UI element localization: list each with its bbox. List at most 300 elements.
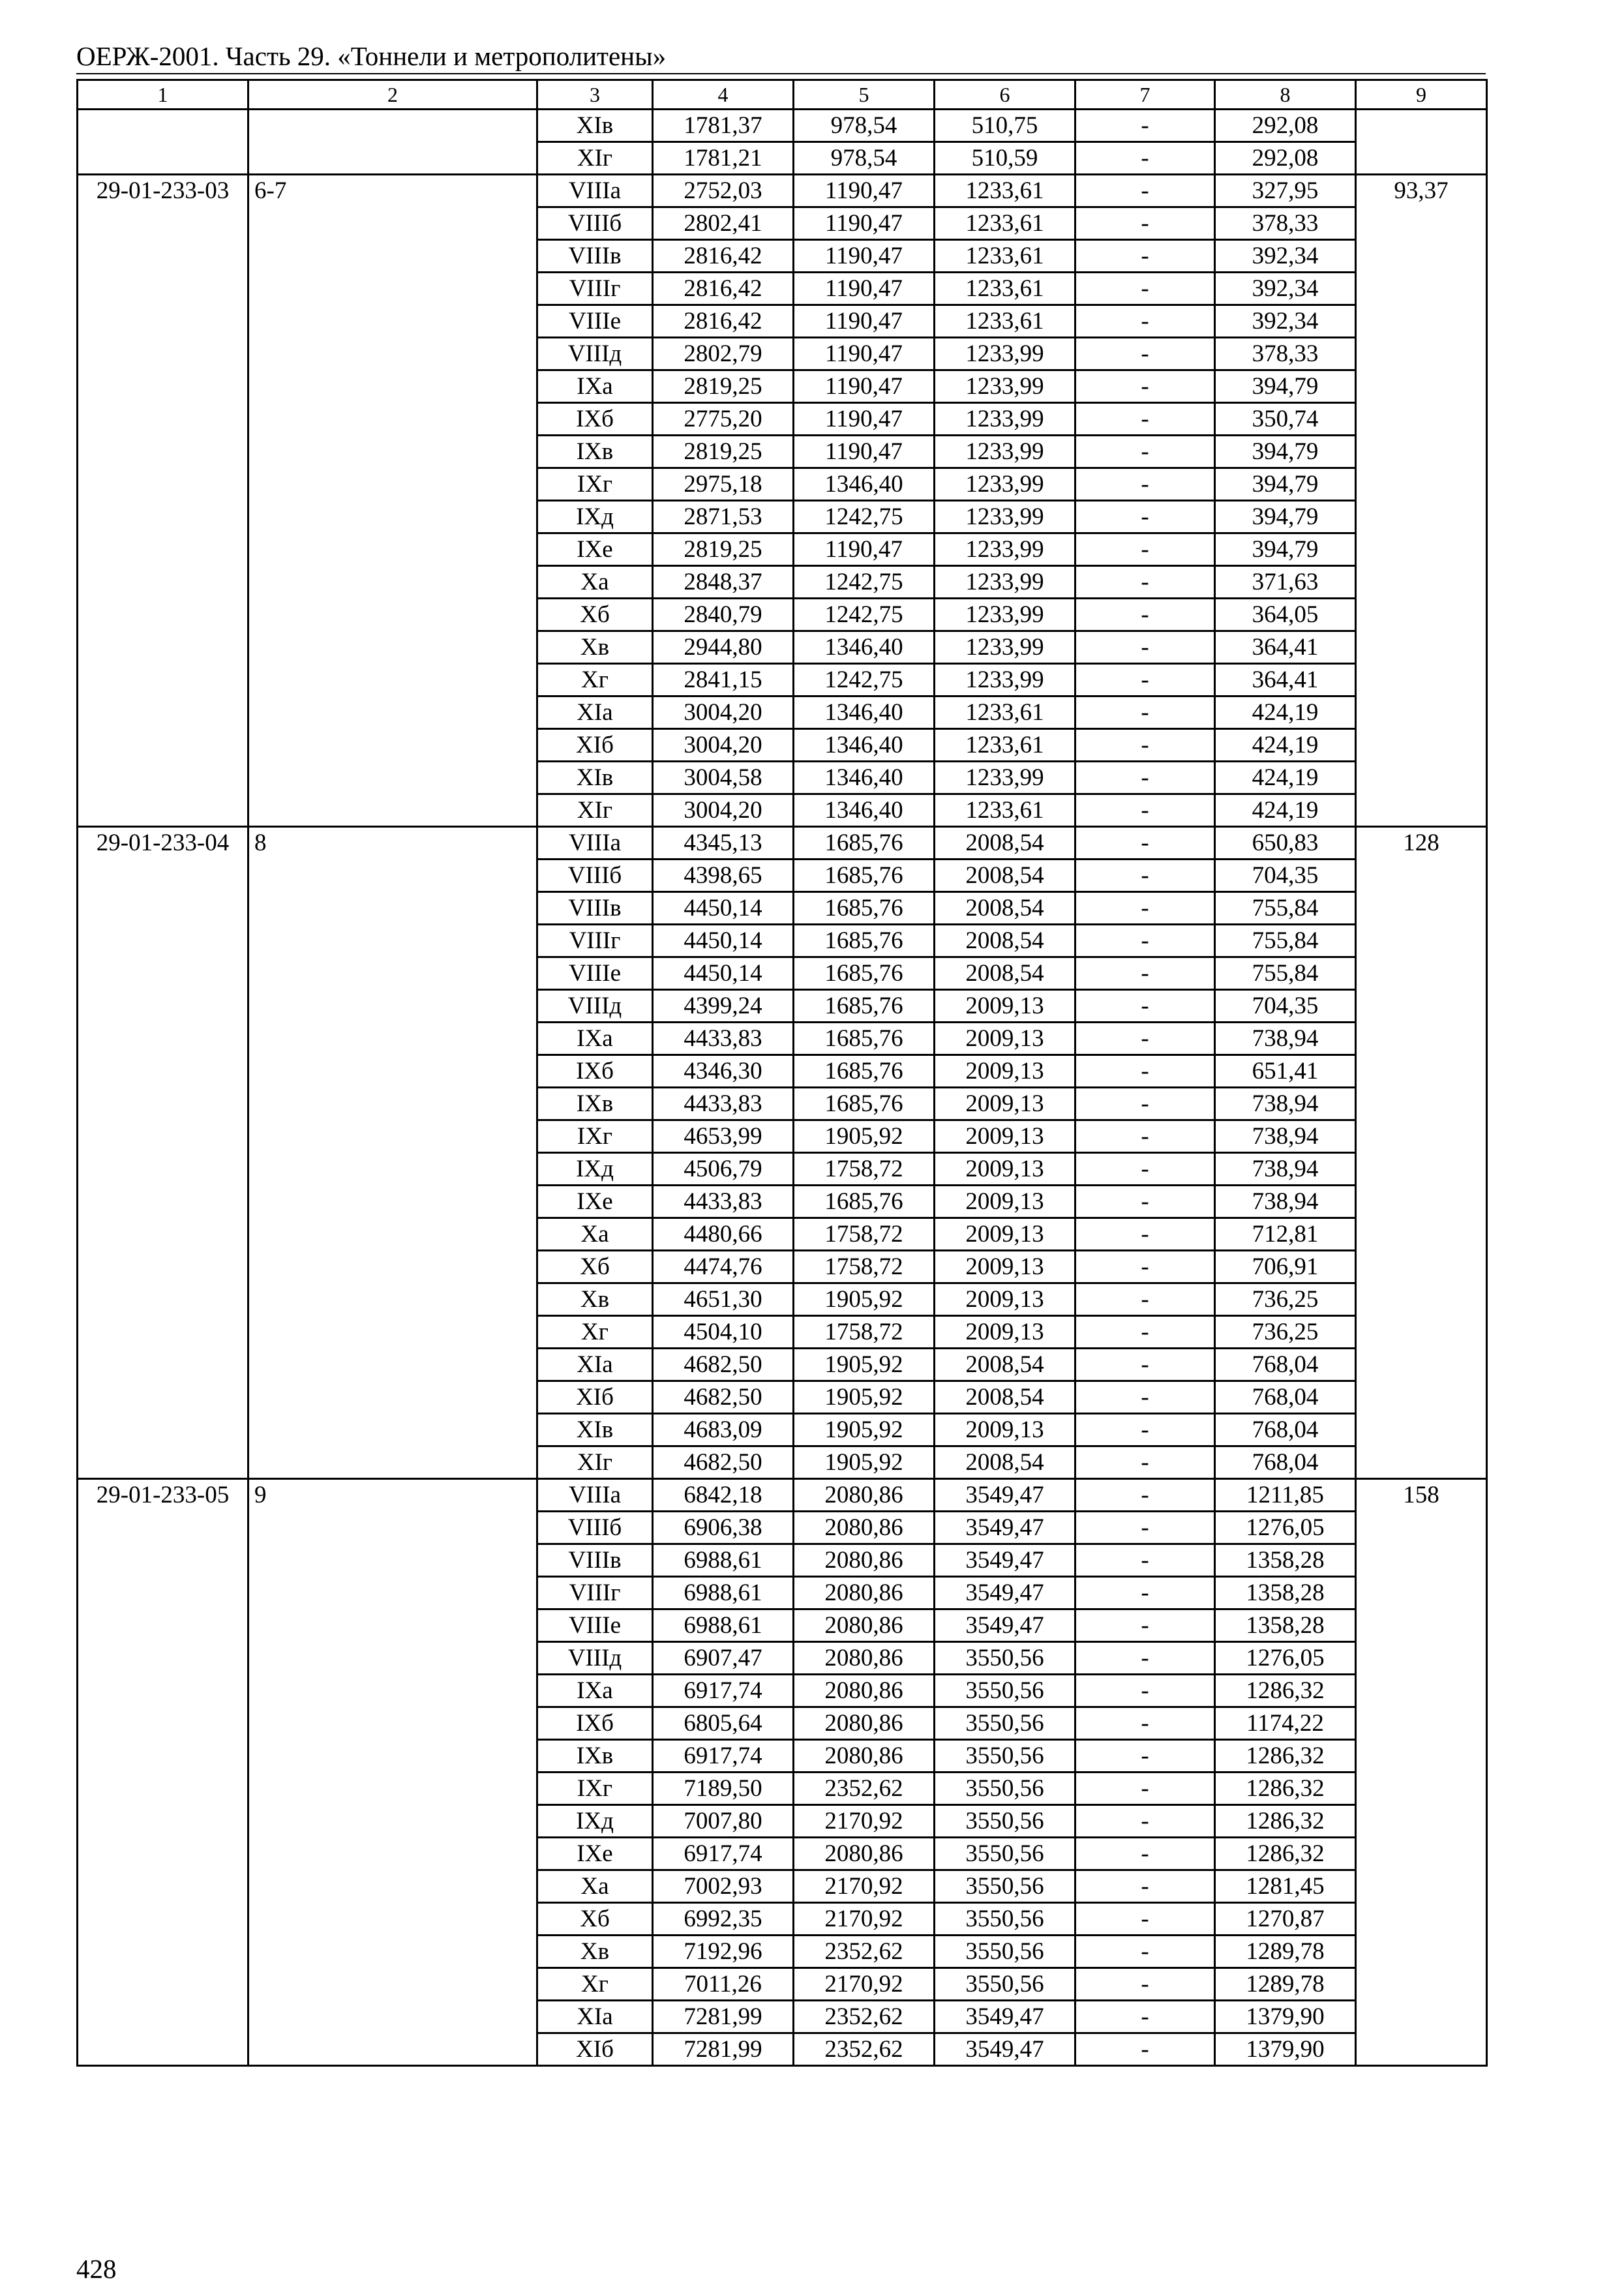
table-cell: 350,74 bbox=[1215, 403, 1356, 436]
document-title: ОЕРЖ-2001. Часть 29. «Тоннели и метрополитены» bbox=[76, 41, 667, 71]
table-cell: - bbox=[1075, 664, 1215, 696]
table-cell: VIIIе bbox=[537, 957, 653, 990]
table-cell: 768,04 bbox=[1215, 1349, 1356, 1381]
table-cell: 650,83 bbox=[1215, 827, 1356, 860]
table-cell: 424,19 bbox=[1215, 794, 1356, 827]
table-cell: 4474,76 bbox=[653, 1251, 794, 1283]
table-cell: 3004,58 bbox=[653, 762, 794, 794]
table-cell: 2008,54 bbox=[935, 957, 1075, 990]
table-cell: 2352,62 bbox=[794, 1936, 935, 1968]
reference-cell: 6-7 bbox=[248, 175, 537, 827]
table-cell: - bbox=[1075, 566, 1215, 599]
table-cell: - bbox=[1075, 2033, 1215, 2066]
table-cell: 1685,76 bbox=[794, 990, 935, 1023]
table-cell: - bbox=[1075, 1218, 1215, 1251]
table-cell: 6917,74 bbox=[653, 1740, 794, 1773]
table-cell: - bbox=[1075, 207, 1215, 240]
table-cell: 7192,96 bbox=[653, 1936, 794, 1968]
table-cell: 1233,99 bbox=[935, 468, 1075, 501]
labor-rate-cell: 93,37 bbox=[1356, 175, 1487, 827]
table-cell: 1190,47 bbox=[794, 403, 935, 436]
table-cell: VIIIг bbox=[537, 925, 653, 957]
table-cell: 706,91 bbox=[1215, 1251, 1356, 1283]
table-cell: 3550,56 bbox=[935, 1870, 1075, 1903]
table-cell: 3549,47 bbox=[935, 1577, 1075, 1609]
table-cell: - bbox=[1075, 925, 1215, 957]
table-cell: 1233,61 bbox=[935, 207, 1075, 240]
table-cell: 6988,61 bbox=[653, 1577, 794, 1609]
table-cell: 1233,99 bbox=[935, 599, 1075, 631]
table-cell: - bbox=[1075, 403, 1215, 436]
table-cell: 4682,50 bbox=[653, 1446, 794, 1479]
table-cell: 7281,99 bbox=[653, 2001, 794, 2033]
table-cell: 3550,56 bbox=[935, 1707, 1075, 1740]
table-cell: - bbox=[1075, 110, 1215, 142]
table-cell: - bbox=[1075, 1903, 1215, 1936]
table-cell: 1281,45 bbox=[1215, 1870, 1356, 1903]
table-cell: 2352,62 bbox=[794, 2001, 935, 2033]
table-cell: 2819,25 bbox=[653, 370, 794, 403]
table-cell: 1379,90 bbox=[1215, 2001, 1356, 2033]
table-cell: 6805,64 bbox=[653, 1707, 794, 1740]
table-cell: - bbox=[1075, 533, 1215, 566]
table-cell: 392,34 bbox=[1215, 305, 1356, 338]
table-cell: - bbox=[1075, 1512, 1215, 1544]
table-cell: VIIIа bbox=[537, 1479, 653, 1512]
labor-rate-cell bbox=[1356, 110, 1487, 175]
table-cell: Xв bbox=[537, 1283, 653, 1316]
table-cell: VIIIа bbox=[537, 175, 653, 207]
table-cell: 1905,92 bbox=[794, 1349, 935, 1381]
column-number-row bbox=[78, 80, 1487, 110]
table-cell: 6917,74 bbox=[653, 1675, 794, 1707]
table-cell: 1242,75 bbox=[794, 566, 935, 599]
table-cell: Xб bbox=[537, 599, 653, 631]
table-cell: - bbox=[1075, 1609, 1215, 1642]
table-cell: 510,59 bbox=[935, 142, 1075, 175]
labor-rate-cell: 158 bbox=[1356, 1479, 1487, 2066]
table-cell: IXб bbox=[537, 403, 653, 436]
table-cell: Xа bbox=[537, 566, 653, 599]
table-cell: 2080,86 bbox=[794, 1838, 935, 1870]
table-cell: VIIIд bbox=[537, 1642, 653, 1675]
table-cell: 1758,72 bbox=[794, 1218, 935, 1251]
table-cell: 3549,47 bbox=[935, 2001, 1075, 2033]
column-header: 2 bbox=[248, 80, 537, 110]
table-cell: 1286,32 bbox=[1215, 1773, 1356, 1805]
table-cell: 4450,14 bbox=[653, 957, 794, 990]
table-cell: IXе bbox=[537, 1186, 653, 1218]
table-cell: XIа bbox=[537, 1349, 653, 1381]
table-cell: 1685,76 bbox=[794, 925, 935, 957]
table-cell: 1233,61 bbox=[935, 696, 1075, 729]
labor-rate-cell: 128 bbox=[1356, 827, 1487, 1479]
table-cell: IXе bbox=[537, 533, 653, 566]
table-cell: 712,81 bbox=[1215, 1218, 1356, 1251]
table-cell: 1346,40 bbox=[794, 729, 935, 762]
table-cell: 4450,14 bbox=[653, 925, 794, 957]
table-cell: 1685,76 bbox=[794, 1088, 935, 1120]
table-cell: 7011,26 bbox=[653, 1968, 794, 2001]
table-cell: - bbox=[1075, 1381, 1215, 1414]
table-cell: 4504,10 bbox=[653, 1316, 794, 1349]
table-cell: - bbox=[1075, 990, 1215, 1023]
table-cell: 4345,13 bbox=[653, 827, 794, 860]
table-cell: 2009,13 bbox=[935, 990, 1075, 1023]
table-cell: 1233,61 bbox=[935, 240, 1075, 273]
table-cell: 1174,22 bbox=[1215, 1707, 1356, 1740]
table-cell: - bbox=[1075, 1968, 1215, 2001]
table-cell: - bbox=[1075, 599, 1215, 631]
table-cell: XIб bbox=[537, 729, 653, 762]
table-cell: IXг bbox=[537, 1120, 653, 1153]
table-cell: 510,75 bbox=[935, 110, 1075, 142]
table-cell: - bbox=[1075, 501, 1215, 533]
table-cell: VIIIб bbox=[537, 207, 653, 240]
table-cell: 6907,47 bbox=[653, 1642, 794, 1675]
table-cell: 2170,92 bbox=[794, 1968, 935, 2001]
table-cell: 1211,85 bbox=[1215, 1479, 1356, 1512]
table-cell: 738,94 bbox=[1215, 1023, 1356, 1055]
table-cell: - bbox=[1075, 827, 1215, 860]
table-cell: 2819,25 bbox=[653, 436, 794, 468]
table-cell: 1358,28 bbox=[1215, 1609, 1356, 1642]
table-cell: 327,95 bbox=[1215, 175, 1356, 207]
table-cell: 424,19 bbox=[1215, 762, 1356, 794]
rates-table bbox=[76, 79, 1488, 2067]
table-cell: 3550,56 bbox=[935, 1675, 1075, 1707]
table-cell: 2080,86 bbox=[794, 1479, 935, 1512]
table-cell: 1346,40 bbox=[794, 468, 935, 501]
table-cell: 1685,76 bbox=[794, 827, 935, 860]
table-cell: - bbox=[1075, 175, 1215, 207]
table-cell: 1242,75 bbox=[794, 664, 935, 696]
table-cell: 2009,13 bbox=[935, 1283, 1075, 1316]
table-cell: 2816,42 bbox=[653, 305, 794, 338]
table-cell: 1286,32 bbox=[1215, 1675, 1356, 1707]
table-cell: 3550,56 bbox=[935, 1642, 1075, 1675]
table-cell: VIIIа bbox=[537, 827, 653, 860]
table-cell: 2080,86 bbox=[794, 1609, 935, 1642]
table-cell: - bbox=[1075, 1577, 1215, 1609]
table-cell: 2816,42 bbox=[653, 273, 794, 305]
table-cell: Xг bbox=[537, 1316, 653, 1349]
table-cell: 3550,56 bbox=[935, 1968, 1075, 2001]
table-cell: 2080,86 bbox=[794, 1512, 935, 1544]
table-cell: 768,04 bbox=[1215, 1446, 1356, 1479]
table-cell: 704,35 bbox=[1215, 990, 1356, 1023]
table-cell: 392,34 bbox=[1215, 240, 1356, 273]
table-cell: - bbox=[1075, 1773, 1215, 1805]
table-cell: 3549,47 bbox=[935, 1544, 1075, 1577]
column-header: 6 bbox=[935, 80, 1075, 110]
table-cell: 1685,76 bbox=[794, 1023, 935, 1055]
table-cell: 2080,86 bbox=[794, 1544, 935, 1577]
reference-cell bbox=[248, 110, 537, 175]
table-cell: 1233,99 bbox=[935, 370, 1075, 403]
table-cell: 2009,13 bbox=[935, 1055, 1075, 1088]
table-cell: 755,84 bbox=[1215, 892, 1356, 925]
table-cell: IXд bbox=[537, 1805, 653, 1838]
table-cell: 6992,35 bbox=[653, 1903, 794, 1936]
table-cell: 4399,24 bbox=[653, 990, 794, 1023]
table-row bbox=[78, 175, 1487, 207]
table-cell: 1346,40 bbox=[794, 762, 935, 794]
table-cell: 3549,47 bbox=[935, 1512, 1075, 1544]
table-cell: - bbox=[1075, 1642, 1215, 1675]
table-cell: 1233,61 bbox=[935, 175, 1075, 207]
table-cell: - bbox=[1075, 436, 1215, 468]
table-cell: 1190,47 bbox=[794, 207, 935, 240]
table-cell: - bbox=[1075, 1186, 1215, 1218]
table-cell: 2008,54 bbox=[935, 827, 1075, 860]
table-cell: XIг bbox=[537, 142, 653, 175]
table-cell: 2819,25 bbox=[653, 533, 794, 566]
table-cell: VIIIе bbox=[537, 305, 653, 338]
table-cell: 2802,41 bbox=[653, 207, 794, 240]
table-cell: 2080,86 bbox=[794, 1577, 935, 1609]
table-cell: 292,08 bbox=[1215, 110, 1356, 142]
table-cell: VIIIд bbox=[537, 990, 653, 1023]
table-cell: 1190,47 bbox=[794, 338, 935, 370]
table-cell: 1242,75 bbox=[794, 599, 935, 631]
table-cell: 1233,61 bbox=[935, 305, 1075, 338]
table-cell: 1270,87 bbox=[1215, 1903, 1356, 1936]
column-header: 9 bbox=[1356, 80, 1487, 110]
table-cell: 3550,56 bbox=[935, 1740, 1075, 1773]
table-cell: 2008,54 bbox=[935, 1446, 1075, 1479]
table-cell: - bbox=[1075, 1251, 1215, 1283]
table-cell: 1905,92 bbox=[794, 1414, 935, 1446]
table-cell: 978,54 bbox=[794, 142, 935, 175]
table-cell: 1758,72 bbox=[794, 1251, 935, 1283]
table-cell: 292,08 bbox=[1215, 142, 1356, 175]
table-cell: 1190,47 bbox=[794, 273, 935, 305]
table-cell: 1190,47 bbox=[794, 436, 935, 468]
table-cell: 394,79 bbox=[1215, 501, 1356, 533]
table-cell: 4398,65 bbox=[653, 860, 794, 892]
table-cell: - bbox=[1075, 957, 1215, 990]
column-header: 8 bbox=[1215, 80, 1356, 110]
table-cell: - bbox=[1075, 631, 1215, 664]
table-cell: 1905,92 bbox=[794, 1120, 935, 1153]
table-cell: XIв bbox=[537, 762, 653, 794]
table-cell: 394,79 bbox=[1215, 468, 1356, 501]
table-cell: 1233,99 bbox=[935, 338, 1075, 370]
table-cell: 378,33 bbox=[1215, 207, 1356, 240]
table-cell: Xа bbox=[537, 1218, 653, 1251]
table-cell: 768,04 bbox=[1215, 1381, 1356, 1414]
table-cell: Xг bbox=[537, 1968, 653, 2001]
table-cell: - bbox=[1075, 1283, 1215, 1316]
table-cell: 424,19 bbox=[1215, 729, 1356, 762]
table-cell: 1233,99 bbox=[935, 501, 1075, 533]
table-cell: 736,25 bbox=[1215, 1316, 1356, 1349]
table-cell: 6842,18 bbox=[653, 1479, 794, 1512]
table-cell: 2841,15 bbox=[653, 664, 794, 696]
table-cell: - bbox=[1075, 1675, 1215, 1707]
table-cell: VIIIв bbox=[537, 240, 653, 273]
table-cell: IXа bbox=[537, 370, 653, 403]
table-cell: 4682,50 bbox=[653, 1381, 794, 1414]
table-cell: 1190,47 bbox=[794, 533, 935, 566]
table-cell: 768,04 bbox=[1215, 1414, 1356, 1446]
table-cell: 1781,37 bbox=[653, 110, 794, 142]
table-cell: 755,84 bbox=[1215, 957, 1356, 990]
table-cell: 1233,99 bbox=[935, 566, 1075, 599]
table-cell: VIIIб bbox=[537, 1512, 653, 1544]
table-cell: 2008,54 bbox=[935, 925, 1075, 957]
table-cell: 6906,38 bbox=[653, 1512, 794, 1544]
table-cell: Xб bbox=[537, 1251, 653, 1283]
table-cell: 4433,83 bbox=[653, 1186, 794, 1218]
table-cell: 2009,13 bbox=[935, 1088, 1075, 1120]
table-cell: 2009,13 bbox=[935, 1153, 1075, 1186]
table-cell: 3549,47 bbox=[935, 1479, 1075, 1512]
table-cell: XIв bbox=[537, 1414, 653, 1446]
table-cell: 736,25 bbox=[1215, 1283, 1356, 1316]
table-cell: 2009,13 bbox=[935, 1120, 1075, 1153]
table-cell: 978,54 bbox=[794, 110, 935, 142]
table-cell: 4506,79 bbox=[653, 1153, 794, 1186]
table-cell: 1358,28 bbox=[1215, 1544, 1356, 1577]
table-cell: Xв bbox=[537, 631, 653, 664]
table-cell: 2170,92 bbox=[794, 1903, 935, 1936]
table-cell: IXд bbox=[537, 501, 653, 533]
table-cell: - bbox=[1075, 1838, 1215, 1870]
table-cell: 1289,78 bbox=[1215, 1936, 1356, 1968]
table-cell: 738,94 bbox=[1215, 1186, 1356, 1218]
table-cell: 4433,83 bbox=[653, 1023, 794, 1055]
column-header: 3 bbox=[537, 80, 653, 110]
table-cell: 2871,53 bbox=[653, 501, 794, 533]
table-cell: 1289,78 bbox=[1215, 1968, 1356, 2001]
table-cell: 394,79 bbox=[1215, 436, 1356, 468]
table-cell: 2170,92 bbox=[794, 1870, 935, 1903]
table-cell: Xв bbox=[537, 1936, 653, 1968]
table-cell: 1233,99 bbox=[935, 436, 1075, 468]
table-cell: Xг bbox=[537, 664, 653, 696]
table-cell: - bbox=[1075, 794, 1215, 827]
table-cell: 364,05 bbox=[1215, 599, 1356, 631]
table-cell: 3550,56 bbox=[935, 1936, 1075, 1968]
table-cell: 1233,99 bbox=[935, 631, 1075, 664]
table-cell: 2944,80 bbox=[653, 631, 794, 664]
table-cell: - bbox=[1075, 696, 1215, 729]
table-cell: 2752,03 bbox=[653, 175, 794, 207]
table-cell: 6988,61 bbox=[653, 1609, 794, 1642]
table-cell: XIа bbox=[537, 2001, 653, 2033]
table-cell: 3550,56 bbox=[935, 1805, 1075, 1838]
table-cell: 1233,61 bbox=[935, 794, 1075, 827]
table-cell: 3004,20 bbox=[653, 729, 794, 762]
table-cell: IXб bbox=[537, 1707, 653, 1740]
table-cell: - bbox=[1075, 338, 1215, 370]
table-cell: 1233,99 bbox=[935, 762, 1075, 794]
table-cell: 1346,40 bbox=[794, 631, 935, 664]
table-cell: - bbox=[1075, 1023, 1215, 1055]
table-cell: 2080,86 bbox=[794, 1707, 935, 1740]
table-cell: 1905,92 bbox=[794, 1381, 935, 1414]
table-cell: 1190,47 bbox=[794, 370, 935, 403]
table-cell: XIв bbox=[537, 110, 653, 142]
table-cell: IXа bbox=[537, 1023, 653, 1055]
table-cell: - bbox=[1075, 1316, 1215, 1349]
table-cell: - bbox=[1075, 1870, 1215, 1903]
table-cell: VIIIд bbox=[537, 338, 653, 370]
table-cell: 3004,20 bbox=[653, 794, 794, 827]
table-cell: 1758,72 bbox=[794, 1316, 935, 1349]
table-cell: - bbox=[1075, 240, 1215, 273]
table-cell: 1190,47 bbox=[794, 175, 935, 207]
table-cell: VIIIг bbox=[537, 273, 653, 305]
table-cell: 4653,99 bbox=[653, 1120, 794, 1153]
table-cell: IXд bbox=[537, 1153, 653, 1186]
table-cell: XIг bbox=[537, 1446, 653, 1479]
table-cell: 1233,61 bbox=[935, 729, 1075, 762]
table-cell: - bbox=[1075, 1479, 1215, 1512]
table-cell: 7007,80 bbox=[653, 1805, 794, 1838]
table-cell: - bbox=[1075, 1055, 1215, 1088]
table-cell: 1685,76 bbox=[794, 892, 935, 925]
rate-code-cell: 29-01-233-03 bbox=[78, 175, 248, 827]
reference-cell: 9 bbox=[248, 1479, 537, 2066]
table-cell: VIIIв bbox=[537, 1544, 653, 1577]
table-cell: - bbox=[1075, 1349, 1215, 1381]
table-cell: 3550,56 bbox=[935, 1903, 1075, 1936]
table-cell: - bbox=[1075, 1936, 1215, 1968]
table-cell: 1685,76 bbox=[794, 957, 935, 990]
table-cell: 738,94 bbox=[1215, 1153, 1356, 1186]
table-cell: XIа bbox=[537, 696, 653, 729]
table-cell: 2352,62 bbox=[794, 2033, 935, 2066]
table-cell: - bbox=[1075, 892, 1215, 925]
table-cell: 7002,93 bbox=[653, 1870, 794, 1903]
table-cell: 424,19 bbox=[1215, 696, 1356, 729]
page-number: 428 bbox=[76, 2254, 117, 2284]
table-cell: IXб bbox=[537, 1055, 653, 1088]
table-row bbox=[78, 1479, 1487, 1512]
table-cell: 1276,05 bbox=[1215, 1642, 1356, 1675]
table-cell: 2009,13 bbox=[935, 1251, 1075, 1283]
table-cell: 1346,40 bbox=[794, 696, 935, 729]
table-cell: IXв bbox=[537, 1740, 653, 1773]
table-cell: - bbox=[1075, 1544, 1215, 1577]
table-cell: 2775,20 bbox=[653, 403, 794, 436]
table-cell: 1685,76 bbox=[794, 1186, 935, 1218]
table-cell: 1758,72 bbox=[794, 1153, 935, 1186]
column-header: 1 bbox=[78, 80, 248, 110]
table-cell: 1346,40 bbox=[794, 794, 935, 827]
table-cell: 3550,56 bbox=[935, 1838, 1075, 1870]
table-cell: 1358,28 bbox=[1215, 1577, 1356, 1609]
table-cell: 6917,74 bbox=[653, 1838, 794, 1870]
table-cell: 364,41 bbox=[1215, 664, 1356, 696]
table-cell: - bbox=[1075, 370, 1215, 403]
table-cell: 2008,54 bbox=[935, 860, 1075, 892]
table-cell: 7281,99 bbox=[653, 2033, 794, 2066]
table-cell: 7189,50 bbox=[653, 1773, 794, 1805]
table-cell: 1379,90 bbox=[1215, 2033, 1356, 2066]
table-cell: 1286,32 bbox=[1215, 1838, 1356, 1870]
table-row bbox=[78, 110, 1487, 142]
table-cell: 1233,99 bbox=[935, 533, 1075, 566]
table-cell: - bbox=[1075, 468, 1215, 501]
table-cell: 704,35 bbox=[1215, 860, 1356, 892]
column-header: 7 bbox=[1075, 80, 1215, 110]
table-cell: VIIIб bbox=[537, 860, 653, 892]
table-cell: 2008,54 bbox=[935, 1349, 1075, 1381]
